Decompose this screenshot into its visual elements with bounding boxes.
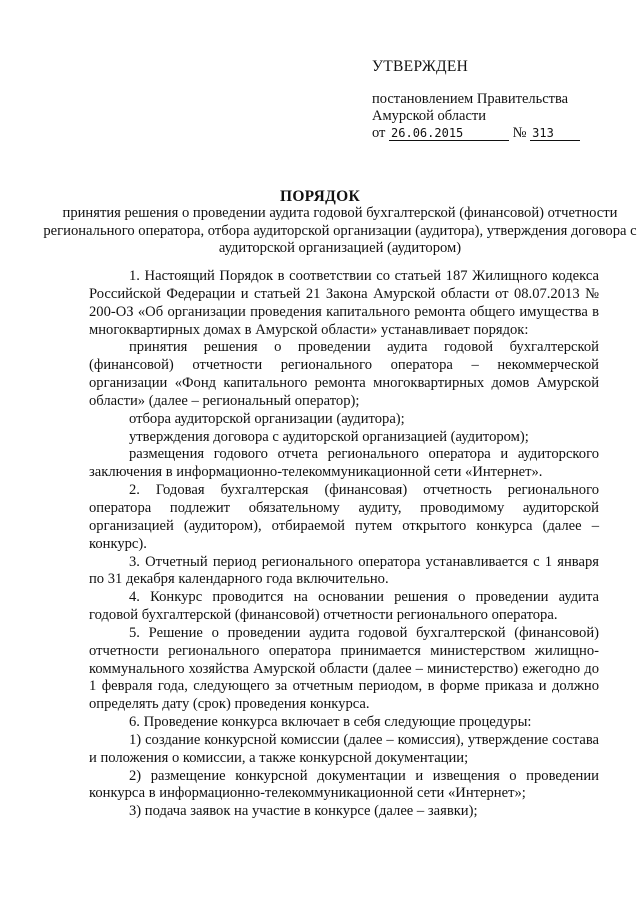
paragraph: 1. Настоящий Порядок в соответствии со статьей 187 Жилищного кодекса Российской Федерации и статьей 21 Закона Амурской области от 08.07.2013 № 200-ОЗ «Об организации проведения капитального ремонта общего имущества в многоквартирных домах в Амурской области» устанавливает порядок: — [89, 268, 599, 338]
paragraph: принятия решения о проведении аудита годовой бухгалтерской (финансовой) отчетности регионального оператора – некоммерческой организации «Фонд капитального ремонта многоквартирных домов Амурской области» (далее – региональный оператор); — [89, 339, 599, 409]
paragraph: 1) создание конкурсной комиссии (далее – комиссия), утверждение состава и положения о комиссии, а также конкурсной документации; — [89, 731, 599, 766]
paragraph: утверждения договора с аудиторской организацией (аудитором); — [129, 428, 529, 445]
paragraph: отбора аудиторской организации (аудитора); — [129, 410, 405, 427]
paragraph: 3. Отчетный период регионального оператора устанавливается с 1 января по 31 декабря календарного года включительно. — [89, 553, 599, 588]
approval-stamp-title: УТВЕРЖДЕН — [372, 58, 469, 75]
document-title: ПОРЯДОК — [279, 188, 361, 205]
paragraph: 4. Конкурс проводится на основании решения о проведении аудита годовой бухгалтерской (финансовой) отчетности регионального оператора. — [89, 589, 599, 624]
number-prefix: № — [512, 125, 527, 141]
paragraph: 2) размещение конкурсной документации и извещения о проведении конкурса в информационно-телекоммуникационной сети «Интернет»; — [89, 767, 599, 802]
approval-number: 313 — [530, 126, 580, 141]
paragraph: 3) подача заявок на участие в конкурсе (далее – заявки); — [129, 803, 478, 820]
approval-line-2: Амурской области — [372, 108, 486, 124]
paragraph: размещения годового отчета регионального оператора и аудиторского заключения в информационно-телекоммуникационной сети «Интернет». — [89, 446, 599, 481]
paragraph: 2. Годовая бухгалтерская (финансовая) отчетность регионального оператора подлежит обязательному аудиту, проводимому аудиторской организацией (аудитором), отбираемой путем открытого конкурса (далее – конкурс). — [89, 482, 599, 552]
document-body — [89, 268, 599, 821]
approval-date-number-line — [372, 125, 580, 142]
date-prefix: от — [372, 125, 386, 141]
approval-date: 26.06.2015 — [389, 126, 509, 141]
document-subtitle: принятия решения о проведении аудита годовой бухгалтерской (финансовой) отчетности регионального оператора, отбора аудиторской организации (аудитора), утверждения договора с аудиторской организацией (аудитором) — [43, 205, 637, 257]
paragraph: 6. Проведение конкурса включает в себя следующие процедуры: — [129, 714, 532, 731]
paragraph: 5. Решение о проведении аудита годовой бухгалтерской (финансовой) отчетности регионального оператора принимается министерством жилищно-коммунального хозяйства Амурской области (далее – министерство) ежегодно до 1 февраля года, следующего за отчетным периодом, в форме приказа и должно определять дату (срок) проведения конкурса. — [89, 624, 599, 713]
approval-line-1: постановлением Правительства — [372, 91, 569, 107]
